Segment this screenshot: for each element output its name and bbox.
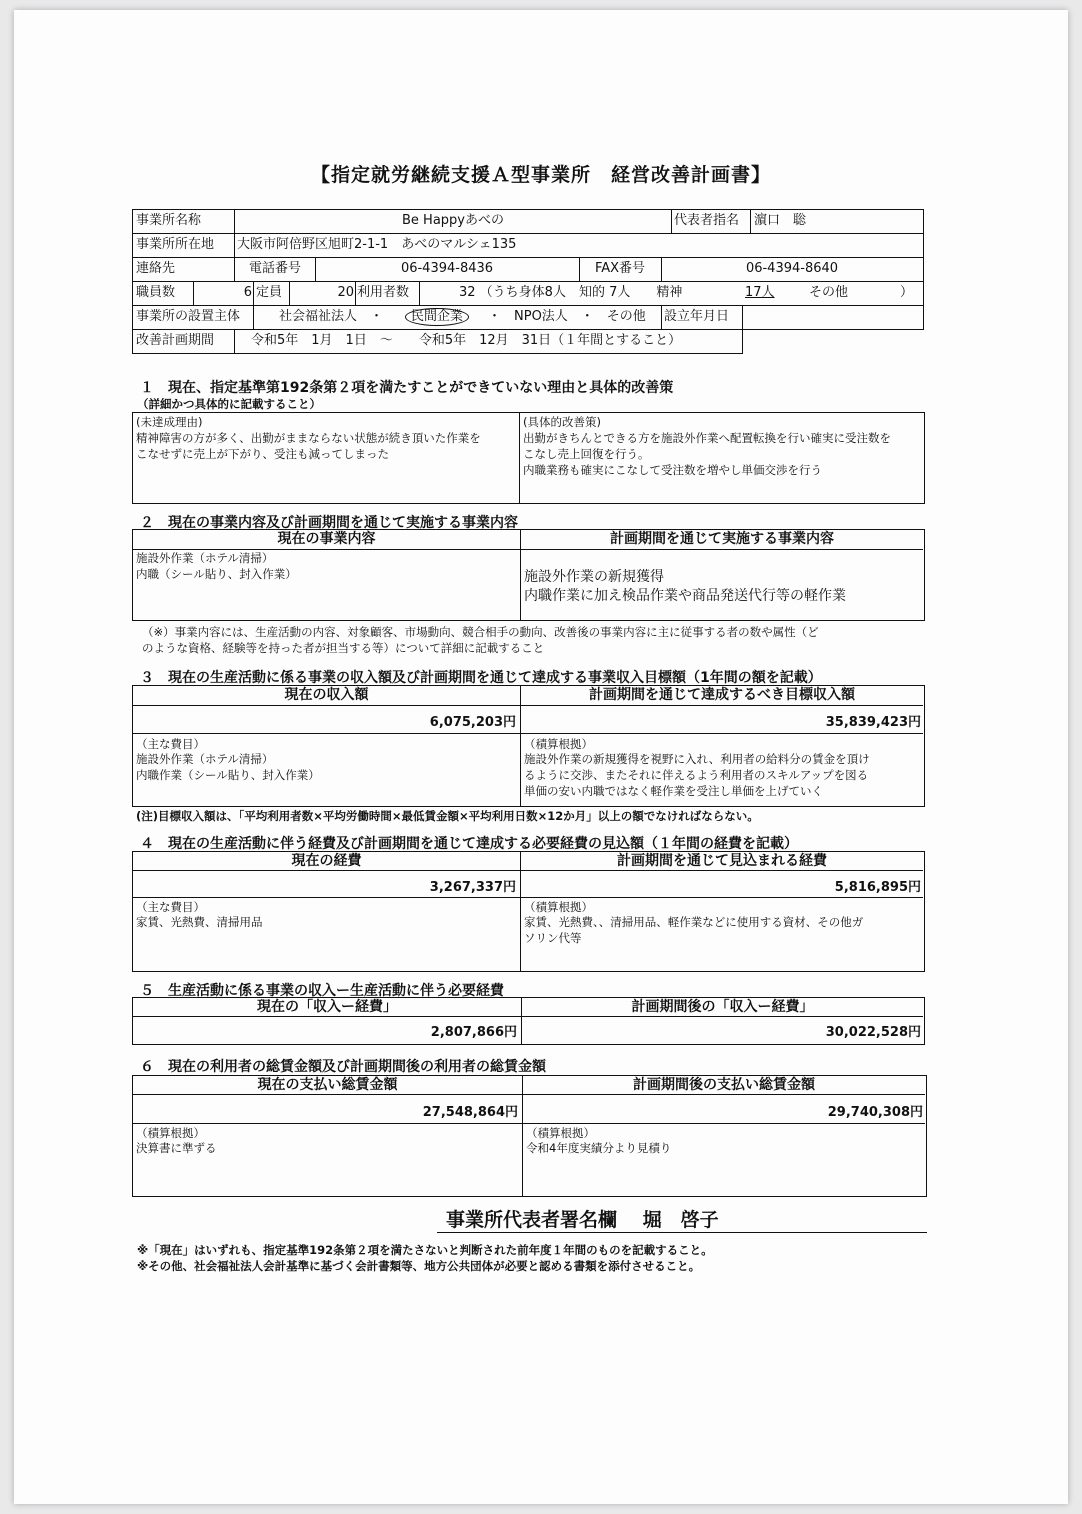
- s1-right-head: (具体的改善策): [523, 415, 601, 429]
- s3-left-head: （主な費目）: [136, 737, 205, 751]
- s5-right-header: 計画期間後の「収入ー経費」: [631, 999, 814, 1015]
- section6-table: [132, 1075, 927, 1197]
- office-name-label: 事業所名称: [136, 213, 202, 228]
- s6-left-text: 決算書に準ずる: [136, 1141, 217, 1155]
- users-mental: 17人: [745, 285, 775, 300]
- s4-right-text: 家賃、光熱費、、清掃用品、軽作業などに使用する資材、その他ガ ソリン代等: [524, 915, 864, 945]
- s3-right-header: 計画期間を通じて達成するべき目標収入額: [589, 687, 855, 703]
- signature-line: [437, 1232, 927, 1233]
- period-value: 令和5年 1月 1日 ～ 令和5年 12月 31日（１年間とすること）: [251, 333, 682, 348]
- info-row-name: [133, 210, 923, 234]
- rep-label: 代表者指名: [674, 213, 740, 228]
- basic-info-table: [132, 209, 924, 330]
- s3-left-text: 施設外作業（ホテル清掃） 内職作業（シール貼り、封入作業）: [136, 752, 320, 782]
- s2-left-header: 現在の事業内容: [277, 531, 376, 547]
- info-row-address: [133, 234, 923, 258]
- section4-title: ４ 現在の生産活動に伴う経費及び計画期間を通じて達成する必要経費の見込額（１年間の経費を記載）: [140, 836, 798, 852]
- section3-title: ３ 現在の生産活動に係る事業の収入額及び計画期間を通じて達成する事業収入目標額（1年間の額を記載）: [140, 670, 822, 686]
- s4-left-header: 現在の経費: [291, 853, 362, 869]
- entity-private: 民間企業: [405, 308, 469, 326]
- s3-left-header: 現在の収入額: [284, 687, 369, 703]
- s6-left-head: （積算根拠）: [136, 1126, 205, 1140]
- s4-right-amount: 5,816,895円: [834, 880, 921, 895]
- s3-right-text: 施設外作業の新規獲得を視野に入れ、利用者の給料分の賃金を頂け るように交渉、またそれに伴えるよう利用者のスキルアップを図る 単価の安い内職ではなく軽作業を受注し単価を上げていく: [524, 752, 870, 798]
- s4-right-head: （積算根拠）: [524, 900, 593, 914]
- section5-table: [132, 997, 925, 1045]
- period-row: [132, 329, 743, 354]
- section3-note: (注)目標収入額は、「平均利用者数×平均労働時間×最低賃金額×平均利用日数×12か月」以上の額でなければならない。: [136, 809, 759, 823]
- entity-rest: ・ NPO法人 ・ その他: [488, 309, 646, 324]
- document-title: 【指定就労継続支援Ａ型事業所 経営改善計画書】: [310, 164, 771, 186]
- entity-label: 事業所の設置主体: [136, 309, 241, 324]
- info-row-counts: [133, 282, 923, 306]
- s5-left-header: 現在の「収入ー経費」: [257, 999, 397, 1015]
- section3-table: [132, 685, 925, 807]
- period-label: 改善計画期間: [136, 333, 215, 348]
- rep-name: 濵口 聡: [754, 213, 807, 228]
- tel-number: 06-4394-8436: [400, 261, 494, 276]
- s3-right-amount: 35,839,423円: [825, 715, 921, 730]
- section1-subtitle: （詳細かつ具体的に記載すること）: [137, 397, 321, 411]
- signature-field: 事業所代表者署名欄 堀 啓子: [446, 1209, 719, 1231]
- section1-table: [132, 412, 925, 504]
- section2-note: （※）事業内容には、生産活動の内容、対象顧客、市場動向、競合相手の動向、改善後の事業内容に主に従事する者の数や属性（ど のような資格、経験等を持った者が担当する等）について詳細に記載すること: [142, 625, 819, 655]
- s4-left-text: 家賃、光熱費、清掃用品: [136, 915, 263, 929]
- s4-left-amount: 3,267,337円: [429, 880, 516, 895]
- section6-title: ６ 現在の利用者の総賃金額及び計画期間後の利用者の総賃金額: [140, 1059, 546, 1075]
- s1-left-head: (未達成理由): [136, 415, 203, 429]
- established-label: 設立年月日: [664, 309, 730, 324]
- footnote-2: ※その他、社会福祉法人会計基準に基づく会計書類等、地方公共団体が必要と認める書類を添付させること。: [137, 1259, 701, 1273]
- users-label: 利用者数: [357, 285, 410, 300]
- s1-left-text: 精神障害の方が多く、出勤がままならない状態が続き頂いた作業を こなせずに売上が下がり、受注も減ってしまった: [136, 431, 481, 461]
- staff-count: 6: [243, 285, 252, 300]
- s6-left-header: 現在の支払い総賃金額: [257, 1077, 398, 1093]
- s6-right-head: （積算根拠）: [526, 1126, 595, 1140]
- users-other: その他 ）: [809, 285, 914, 300]
- s3-left-amount: 6,075,203円: [429, 715, 516, 730]
- s5-right-amount: 30,022,528円: [825, 1025, 921, 1040]
- s6-right-amount: 29,740,308円: [827, 1105, 923, 1120]
- s4-right-header: 計画期間を通じて見込まれる経費: [617, 853, 827, 869]
- s5-left-amount: 2,807,866円: [430, 1025, 517, 1040]
- s6-left-amount: 27,548,864円: [422, 1105, 518, 1120]
- s2-left-text: 施設外作業（ホテル清掃） 内職（シール貼り、封入作業）: [136, 551, 297, 581]
- s6-right-header: 計画期間後の支払い総賃金額: [633, 1077, 815, 1093]
- address-label: 事業所所在地: [136, 237, 215, 252]
- section2-title: ２ 現在の事業内容及び計画期間を通じて実施する事業内容: [140, 515, 518, 531]
- entity-social: 社会福祉法人 ・: [279, 309, 384, 324]
- address: 大阪市阿倍野区旭町2-1-1 あべのマルシェ135: [237, 237, 517, 252]
- tel-label: 電話番号: [248, 261, 301, 276]
- section4-table: [132, 851, 925, 972]
- staff-label: 職員数: [136, 285, 176, 300]
- s1-right-text: 出勤がきちんとできる方を施設外作業へ配置転換を行い確実に受注数を こなし売上回復を行う。 内職業務も確実にこなして受注数を増やし単価交渉を行う: [523, 431, 891, 477]
- contact-label: 連絡先: [136, 261, 176, 276]
- office-name: Be Happyあべの: [402, 213, 504, 228]
- users-detail: 32 （うち身体8人 知的 7人 精神: [459, 285, 683, 300]
- section2-table: [132, 529, 925, 621]
- footnote-1: ※「現在」はいずれも、指定基準192条第２項を満たさないと判断された前年度１年間のものを記載すること。: [137, 1243, 713, 1257]
- s2-right-text: 施設外作業の新規獲得 内職作業に加え検品作業や商品発送代行等の軽作業: [524, 569, 846, 604]
- fax-label: FAX番号: [594, 261, 646, 276]
- capacity-label: 定員: [256, 285, 283, 300]
- info-row-contact: [133, 258, 923, 282]
- fax-number: 06-4394-8640: [745, 261, 839, 276]
- s3-right-head: （積算根拠）: [524, 737, 593, 751]
- section1-title: １ 現在、指定基準第192条第２項を満たすことができていない理由と具体的改善策: [140, 380, 674, 396]
- s6-right-text: 令和4年度実績分より見積り: [526, 1141, 672, 1155]
- s2-right-header: 計画期間を通じて実施する事業内容: [610, 531, 834, 547]
- capacity-count: 20: [337, 285, 354, 300]
- info-row-entity: [133, 306, 743, 330]
- entity-private-circled: [405, 307, 485, 330]
- s4-left-head: （主な費目）: [136, 900, 205, 914]
- section5-title: ５ 生産活動に係る事業の収入ー生産活動に伴う必要経費: [140, 983, 504, 999]
